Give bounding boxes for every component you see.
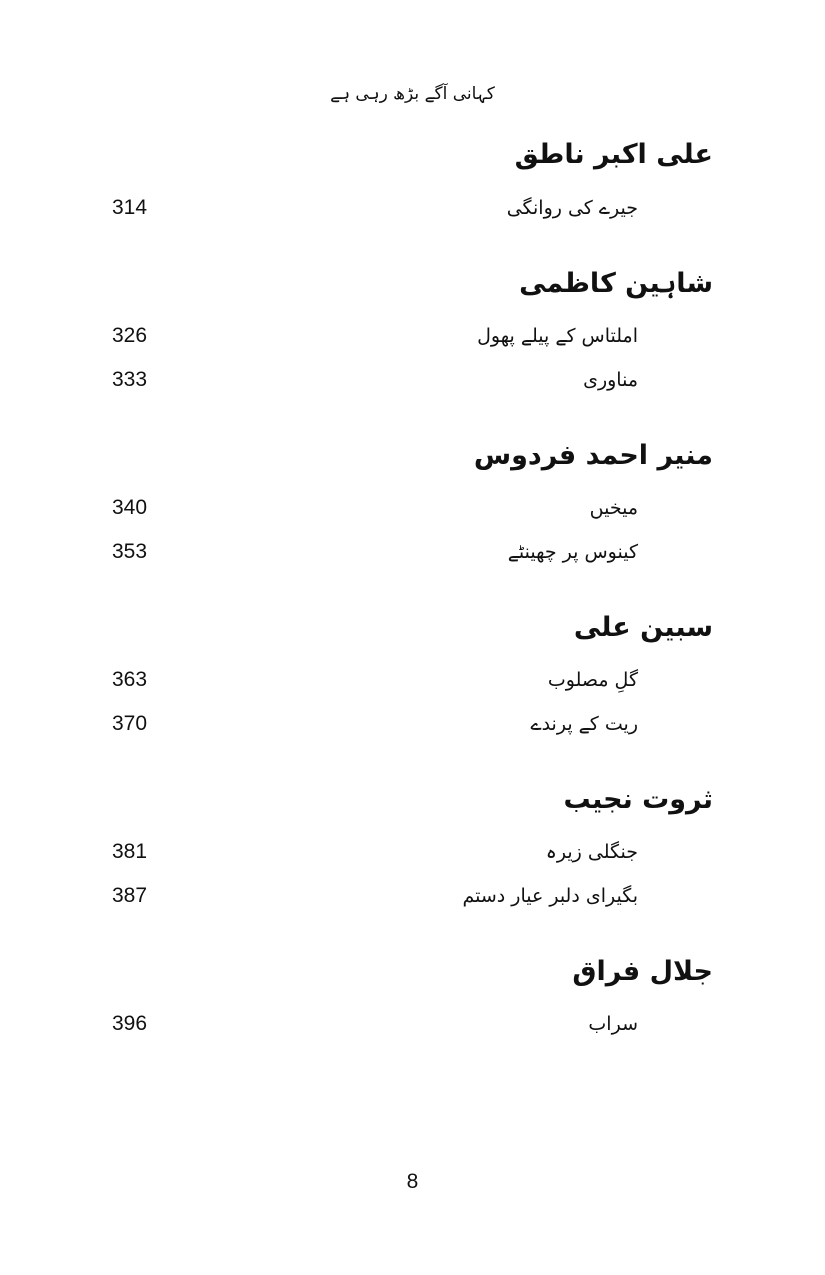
toc-entry — [112, 536, 638, 568]
entry-page-number: 381 — [112, 840, 148, 863]
entry-title: سراب — [588, 1013, 638, 1035]
toc-entry — [112, 836, 638, 868]
entry-title: بگیرای دلبر عیار دستم — [462, 885, 638, 907]
entry-page-number: 370 — [112, 712, 148, 735]
toc-entry — [112, 1008, 638, 1040]
entry-title: املتاس کے پیلے پھول — [477, 325, 638, 347]
running-header: کہانی آگے بڑھ رہی ہے — [330, 84, 495, 104]
author-heading: علی اکبر ناطق — [514, 139, 713, 170]
author-heading: سبین علی — [573, 612, 713, 643]
toc-entry — [112, 664, 638, 696]
entry-title: جیرے کی روانگی — [506, 197, 638, 219]
entry-page-number: 353 — [112, 540, 148, 563]
author-heading: شاہین کاظمی — [519, 268, 713, 299]
page-number: 8 — [406, 1170, 419, 1193]
entry-page-number: 387 — [112, 884, 148, 907]
toc-entry — [112, 364, 638, 396]
entry-title: ریت کے پرندے — [530, 713, 638, 735]
author-heading: ثروت نجیب — [563, 784, 713, 815]
entry-page-number: 333 — [112, 368, 148, 391]
toc-entry — [112, 320, 638, 352]
entry-title: جنگلی زیرہ — [545, 841, 638, 863]
entry-page-number: 363 — [112, 668, 148, 691]
toc-entry — [112, 192, 638, 224]
author-heading: جلال فراق — [572, 956, 713, 987]
entry-title: مناوری — [583, 369, 638, 391]
entry-page-number: 326 — [112, 324, 148, 347]
toc-entry — [112, 708, 638, 740]
entry-title: گلِ مصلوب — [547, 669, 638, 691]
entry-page-number: 314 — [112, 196, 148, 219]
toc-entry — [112, 880, 638, 912]
entry-page-number: 340 — [112, 496, 148, 519]
toc-entry — [112, 492, 638, 524]
entry-title: میخیں — [589, 497, 638, 519]
entry-page-number: 396 — [112, 1012, 148, 1035]
entry-title: کینوس پر چھینٹے — [507, 541, 638, 563]
author-heading: منیر احمد فردوس — [473, 440, 713, 471]
